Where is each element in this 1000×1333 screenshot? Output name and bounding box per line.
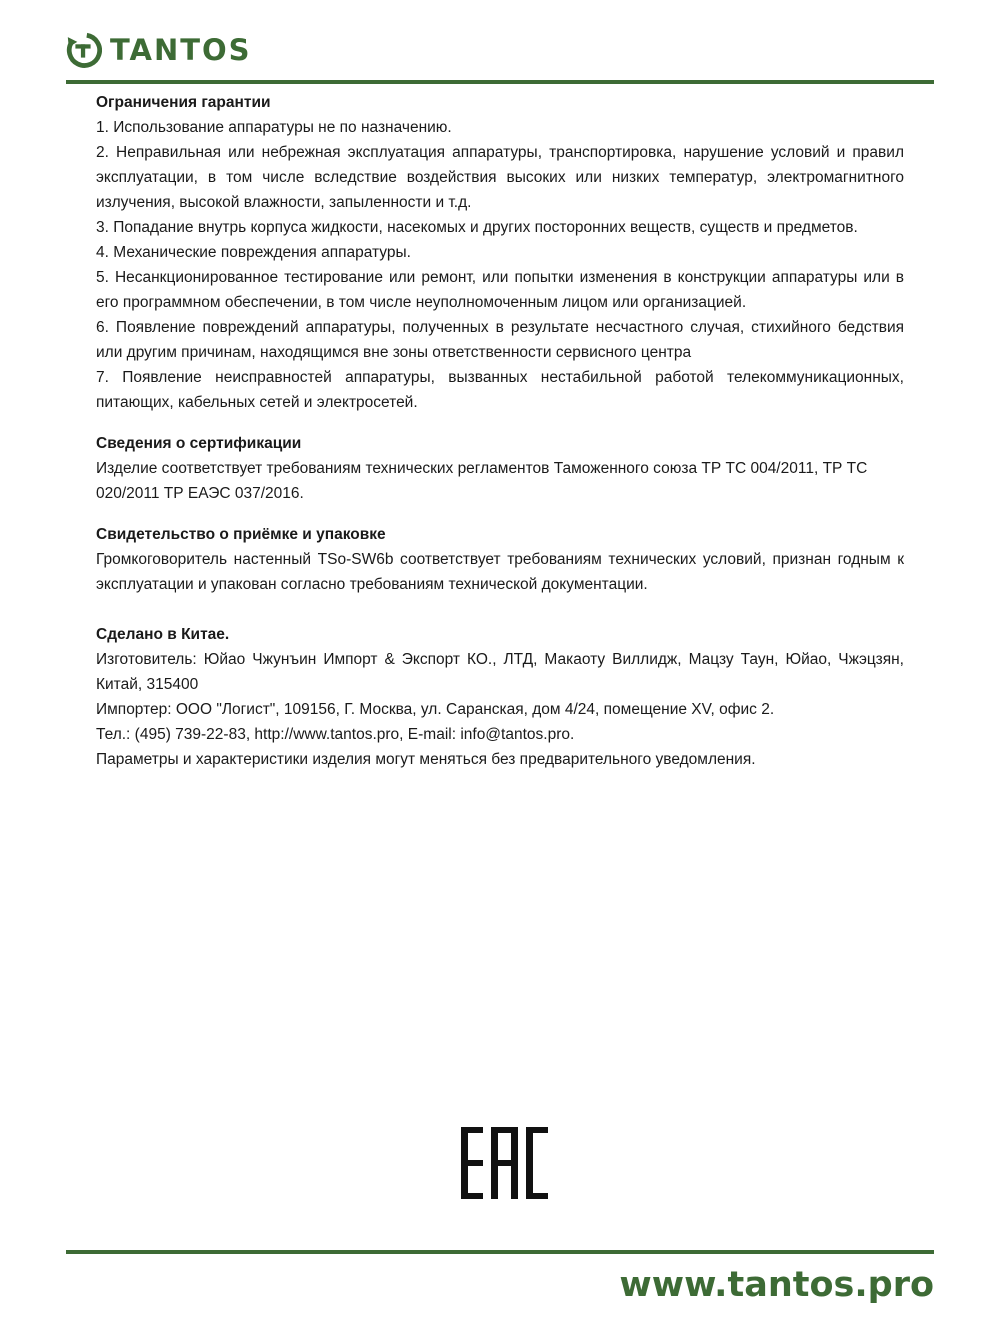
disclaimer-text: Параметры и характеристики изделия могут меняться без предварительного уведомления.	[96, 751, 756, 768]
brand-name: TANTOS	[110, 32, 252, 67]
origin-heading: Сделано в Китае.	[96, 626, 230, 643]
warranty-limits-heading: Ограничения гарантии	[96, 94, 271, 111]
acceptance-section	[96, 522, 904, 597]
eac-mark-icon	[461, 1127, 549, 1199]
document-body	[96, 90, 904, 772]
warranty-limit-item: 1. Использование аппаратуры не по назначению.	[96, 119, 452, 136]
warranty-limit-item: 7. Появление неисправностей аппаратуры, вызванных нестабильной работой телекоммуникационных, питающих, кабельных сетей и электросетей.	[96, 369, 904, 411]
warranty-limit-item: 3. Попадание внутрь корпуса жидкости, насекомых и других посторонних веществ, существ и предметов.	[96, 219, 858, 236]
certification-heading: Сведения о сертификации	[96, 435, 302, 452]
acceptance-text: Громкоговоритель настенный TSo-SW6b соответствует требованиям технических условий, признан годным к эксплуатации и упакован согласно требованиям технической документации.	[96, 551, 904, 593]
origin-section	[96, 622, 904, 772]
warranty-limits-section	[96, 90, 904, 415]
header-divider	[66, 80, 934, 84]
acceptance-heading: Свидетельство о приёмке и упаковке	[96, 526, 386, 543]
footer-website: www.tantos.pro	[619, 1265, 934, 1305]
warranty-limit-item: 5. Несанкционированное тестирование или ремонт, или попытки изменения в конструкции аппаратуры или в его программном обеспечении, в том числе неуполномоченным лицом или организацией.	[96, 269, 904, 311]
tantos-logo-icon	[64, 31, 102, 69]
certification-section	[96, 431, 904, 506]
certification-text: Изделие соответствует требованиям технических регламентов Таможенного союза ТР ТС 004/2011, ТР ТС 020/2011 ТР ЕАЭС 037/2016.	[96, 460, 868, 502]
warranty-limit-item: 2. Неправильная или небрежная эксплуатация аппаратуры, транспортировка, нарушение условий и правил эксплуатации, в том числе вследствие воздействия высоких или низких температур, электромагнитного излучения, высокой влажности, запыленности и т.д.	[96, 144, 904, 211]
footer-divider	[66, 1250, 934, 1254]
importer-text: Импортер: ООО "Логист", 109156, Г. Москва, ул. Саранская, дом 4/24, помещение XV, офис 2.	[96, 701, 775, 718]
warranty-limit-item: 6. Появление повреждений аппаратуры, полученных в результате несчастного случая, стихийного бедствия или другим причинам, находящимся вне зоны ответственности сервисного центра	[96, 319, 904, 361]
brand-logo	[64, 30, 252, 70]
contacts-text: Тел.: (495) 739-22-83, http://www.tantos.pro, E-mail: info@tantos.pro.	[96, 726, 575, 743]
warranty-limit-item: 4. Механические повреждения аппаратуры.	[96, 244, 411, 261]
manufacturer-text: Изготовитель: Юйао Чжунъин Импорт & Экспорт КО., ЛТД, Макаоту Виллидж, Мацзу Таун, Юйао, Чжэцзян, Китай, 315400	[96, 651, 904, 693]
